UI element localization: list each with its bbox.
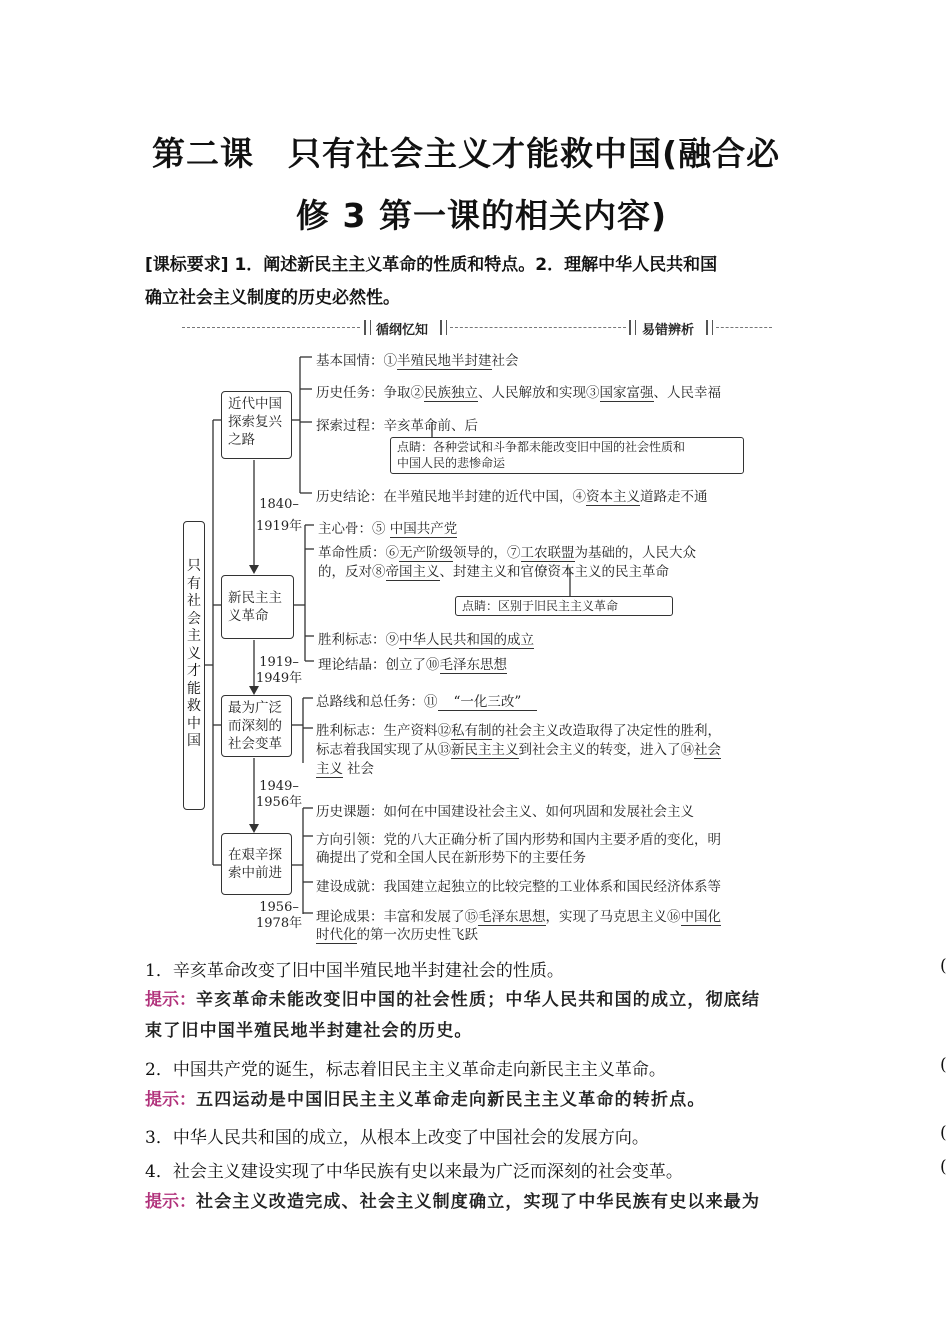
hint-2: 提示：五四运动是中国旧民主主义革命走向新民主主义革命的转折点。 (145, 1090, 706, 1110)
requirements-label: [课标要求] (145, 255, 229, 275)
stage-3-line: 而深刻的 (228, 718, 282, 734)
stage2-nature-line1: 革命性质：⑥无产阶级领导的，⑦工农联盟为基础的，人民大众 (318, 545, 696, 561)
stage-4-line: 索中前进 (228, 865, 282, 881)
stage-box-3 (221, 695, 292, 757)
year-range-2 (256, 655, 302, 687)
stage-box-1 (221, 391, 292, 459)
hint-1-line1: 提示：辛亥革命未能改变旧中国的社会性质；中华人民共和国的成立，彻底结 (145, 990, 761, 1010)
stage1-basic-condition: 基本国情：①半殖民地半封建社会 (316, 353, 519, 369)
stage-3-line: 最为广泛 (228, 700, 282, 716)
section-header-right: 易错辨析 (642, 323, 695, 338)
hint-label: 提示： (145, 1090, 196, 1110)
stage1-exploration: 探索过程：辛亥革命前、后 (316, 418, 478, 434)
question-1: 1．辛亥革命改变了旧中国半殖民地半封建社会的性质。 (145, 961, 564, 981)
note-callout-2 (455, 596, 673, 616)
stage4-achievement: 建设成就：我国建立起独立的比较完整的工业体系和国民经济体系等 (316, 879, 721, 895)
year-end: 1978年 (256, 916, 303, 931)
note-text: 点睛：区别于旧民主主义革命 (462, 599, 619, 613)
stage4-subject: 历史课题：如何在中国建设社会主义、如何巩固和发展社会主义 (316, 804, 694, 820)
note-callout-1 (390, 437, 744, 474)
year-end: 1949年 (256, 671, 303, 686)
stage-3-line: 社会变革 (228, 736, 282, 752)
stage-2-line: 新民主主 (228, 590, 282, 606)
note-text: 点睛：各种尝试和斗争都未能改变旧中国的社会性质和 (397, 440, 686, 454)
year-end: 1956年 (256, 795, 303, 810)
hint-label: 提示： (145, 1192, 196, 1212)
hint-4: 提示：社会主义改造完成、社会主义制度确立，实现了中华民族有史以来最为 (145, 1192, 761, 1212)
hint-label: 提示： (145, 990, 196, 1010)
stage-box-2 (221, 575, 294, 639)
year-start: 1919– (259, 655, 299, 670)
answer-paren[interactable]: ( (940, 1157, 947, 1177)
answer-paren[interactable]: ( (940, 1123, 947, 1143)
answer-paren[interactable]: ( (940, 956, 947, 976)
stage4-theory-line2: 时代化的第一次历史性飞跃 (316, 927, 478, 943)
stage3-victory-line2: 标志着我国实现了从⑬新民主主义到社会主义的转变，进入了⑭社会 (316, 742, 721, 758)
stage3-victory-line1: 胜利标志：生产资料⑫私有制的社会主义改造取得了决定性的胜利， (316, 723, 721, 739)
requirements-text2: 确立社会主义制度的历史必然性。 (145, 288, 400, 308)
year-range-1 (256, 497, 302, 535)
stage4-direction-line1: 方向引领：党的八大正确分析了国内形势和国内主要矛盾的变化，明 (316, 832, 721, 848)
stage-1-line: 之路 (228, 432, 255, 448)
question-4: 4．社会主义建设实现了中华民族有史以来最为广泛而深刻的社会变革。 (145, 1162, 683, 1182)
stage3-victory-line3: 主义 社会 (316, 761, 374, 777)
year-range-3 (256, 779, 302, 811)
year-end: 1919年 (256, 519, 303, 534)
stage-2-line: 义革命 (228, 608, 269, 624)
requirements-text1: 1．阐述新民主主义革命的性质和特点。2．理解中华人民共和国 (228, 255, 718, 275)
note-text: 中国人民的悲惨命运 (397, 456, 506, 470)
stage-1-line: 近代中国 (228, 396, 282, 412)
page-title-line1: 第二课 只有社会主义才能救中国(融合必 (152, 134, 781, 173)
stage1-conclusion: 历史结论：在半殖民地半封建的近代中国，④资本主义道路走不通 (316, 489, 708, 505)
stage-1-line: 探索复兴 (228, 414, 282, 430)
stage4-direction-line2: 确提出了党和全国人民在新形势下的主要任务 (316, 850, 586, 866)
year-start: 1949– (259, 779, 299, 794)
year-start: 1840– (259, 497, 299, 512)
stage1-historical-task: 历史任务：争取②民族独立、人民解放和实现③国家富强、人民幸福 (316, 385, 721, 401)
stage4-theory-line1: 理论成果：丰富和发展了⑮毛泽东思想，实现了马克思主义⑯中国化 (316, 909, 721, 925)
year-start: 1956– (259, 900, 299, 915)
question-2: 2．中国共产党的诞生，标志着旧民主主义革命走向新民主主义革命。 (145, 1060, 666, 1080)
stage2-nature-line2: 的，反对⑧帝国主义、封建主义和官僚资本主义的民主革命 (318, 564, 669, 580)
stage-4-line: 在艰辛探 (228, 847, 282, 863)
answer-paren[interactable]: ( (940, 1055, 947, 1075)
diagram-root-label: 只有社会主义才能救中国 (187, 558, 201, 749)
hint-1-line2: 束了旧中国半殖民地半封建社会的历史。 (145, 1021, 473, 1041)
diagram-root-box (183, 521, 205, 810)
page-title-line2: 修 3 第一课的相关内容) (296, 196, 668, 235)
question-3: 3．中华人民共和国的成立，从根本上改变了中国社会的发展方向。 (145, 1128, 649, 1148)
stage2-theory: 理论结晶：创立了⑩毛泽东思想 (318, 657, 507, 673)
stage3-general-line: 总路线和总任务：⑪ “一化三改” (316, 690, 537, 710)
stage2-victory-sign: 胜利标志：⑨中华人民共和国的成立 (318, 632, 534, 648)
year-range-4 (256, 900, 302, 932)
section-header-left: 循纲忆知 (376, 323, 429, 338)
stage-box-4 (221, 833, 292, 895)
stage2-backbone: 主心骨：⑤ 中国共产党 (318, 521, 458, 537)
